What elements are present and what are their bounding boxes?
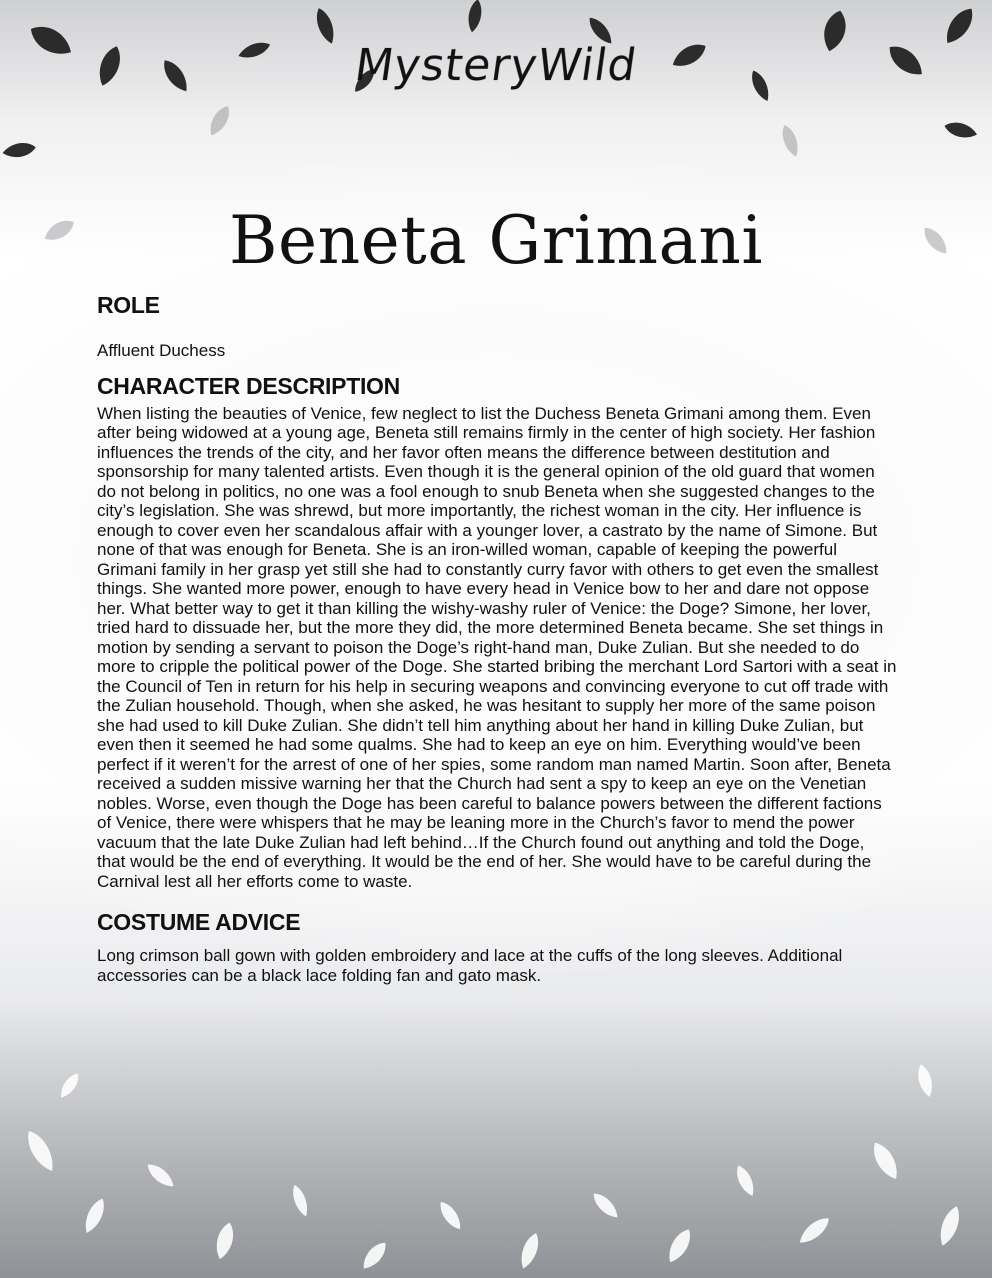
- white-feather-icon: [22, 1063, 964, 1273]
- character-name-title: Beneta Grimani: [229, 202, 763, 280]
- costume-advice-heading: COSTUME ADVICE: [97, 909, 301, 935]
- character-sheet-content: [97, 292, 897, 985]
- role-heading: ROLE: [97, 292, 160, 318]
- character-description-text: When listing the beauties of Venice, few neglect to list the Duchess Beneta Grimani among them. Even after being widowed at a young age, Beneta still remains firmly in the center of high society. Her fashion influences the trends of the city, and her favor often means the difference between destitution and sponsorship for many talented artists. Even though it is the general opinion of the old guard that women do not belong in politics, no one was a fool enough to snub Beneta when she suggested changes to the city’s legislation. She was shrewd, but more importantly, the richest woman in the city. Her influence is enough to cover even her scandalous affair with a younger lover, a castrato by the name of Simone. But none of that was enough for Beneta. She is an iron-willed woman, capable of keeping the powerful Grimani family in her grasp yet still she had to constantly curry favor with others to get even the smallest things. She wanted more power, enough to have every head in Venice bow to her and dare not oppose her. What better way to get it than killing the wishy-washy ruler of Venice: the Doge? Simone, her lover, tried hard to dissuade her, but the more they did, the more determined Beneta became. She set things in motion by sending a servant to poison the Doge’s right-hand man, Duke Zulian. But she needed to do more to cripple the political power of the Doge. She started bribing the merchant Lord Sartori with a seat in the Council of Ten in return for his help in securing weapons and convincing everyone to cut off trade with the Zulian household. Though, when she asked, he was hesitant to supply her more of the same poison she had used to kill Duke Zulian. She didn’t tell him anything about her hand in killing Duke Zulian, but even then it seemed he had some qualms. She had to keep an eye on him. Everything would’ve been perfect if it weren’t for the arrest of one of her spies, some random man named Martin. Soon after, Beneta received a sudden missive warning her that the Church had sent a spy to keep an eye on the Venetian nobles. Worse, even though the Doge has been careful to balance powers between the different factions of Venice, there were whispers that he may be leaning more in the Church’s favor to mend the power vacuum that the late Duke Zulian had left behind…If the Church found out anything and told the Doge, that would be the end of everything. It would be the end of her. She would have to be careful during the Carnival lest all her efforts come to waste.: [97, 403, 897, 891]
- character-description-heading: CHARACTER DESCRIPTION: [97, 372, 400, 399]
- brand-logo: MysteryWild: [351, 40, 641, 91]
- role-value: Affluent Duchess: [97, 341, 226, 360]
- costume-advice-text: Long crimson ball gown with golden embroidery and lace at the cuffs of the long sleeves. Additional accessories can be a black lace folding fan and gato mask.: [97, 946, 843, 985]
